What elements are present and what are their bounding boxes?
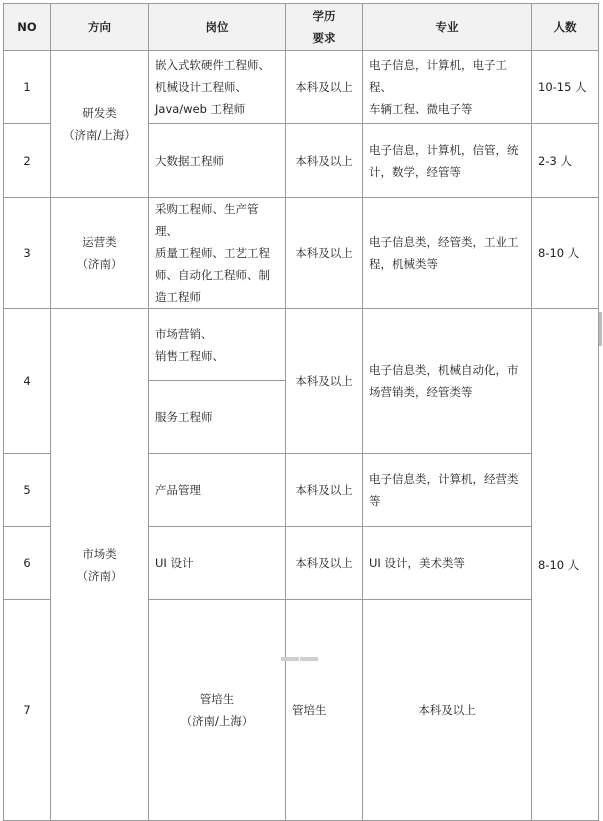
position-line: 管培生	[292, 703, 327, 717]
education-cell: 本科及以上	[286, 527, 363, 600]
recruitment-table	[3, 3, 599, 821]
major-cell	[363, 124, 532, 198]
direction-name: 研发类	[82, 106, 117, 120]
position-line: UI 设计	[155, 556, 194, 570]
position-cell	[149, 51, 286, 124]
header-education	[286, 4, 363, 51]
header-count: 人数	[532, 4, 599, 51]
position-line: 嵌入式软硬件工程师、	[155, 58, 270, 72]
row-no: 5	[4, 454, 51, 527]
education-cell: 本科及以上	[286, 309, 363, 454]
position-cell	[149, 124, 286, 198]
position-line: 销售工程师、	[155, 348, 224, 363]
major-line: UI 设计，美术类等	[369, 556, 465, 570]
major-cell	[363, 198, 532, 309]
table-row	[4, 309, 599, 381]
major-cell	[363, 527, 532, 600]
major-line: 电子信息类，计算机，经营类	[369, 472, 519, 486]
direction-cell	[51, 51, 149, 198]
row-no: 4	[4, 309, 51, 454]
count-cell: 2-3 人	[532, 124, 599, 198]
position-line: 机械设计工程师、	[155, 80, 247, 94]
major-line: 程，机械类等	[369, 257, 438, 271]
direction-cell	[149, 600, 286, 821]
row-no: 2	[4, 124, 51, 198]
position-cell	[149, 381, 286, 454]
major-line: 电子信息，计算机，电子工程、	[369, 58, 507, 94]
major-line: 电子信息，计算机，信管，统	[369, 142, 519, 157]
direction-name: 市场类	[82, 546, 117, 561]
position-line: 服务工程师	[155, 410, 213, 424]
position-line: 采购工程师、生产管理、	[155, 202, 259, 238]
header-position: 岗位	[149, 4, 286, 51]
direction-name: 管培生	[199, 692, 235, 706]
education-cell: 本科及以上	[286, 198, 363, 309]
major-line: 计，数学，经管等	[369, 164, 461, 179]
header-no: NO	[4, 4, 51, 51]
position-cell	[149, 454, 286, 527]
header-major: 专业	[363, 4, 532, 51]
count-cell: 8-10 人	[532, 198, 599, 309]
position-line: 质量工程师、工艺工程	[155, 246, 270, 260]
table-row	[4, 198, 599, 309]
major-line: 车辆工程、微电子等	[369, 102, 473, 116]
education-cell: 本科及以上	[286, 124, 363, 198]
position-cell	[286, 600, 363, 821]
direction-location: （济南/上海）	[63, 128, 136, 142]
education-cell: 本科及以上	[286, 454, 363, 527]
position-cell	[149, 309, 286, 381]
direction-cell	[51, 309, 149, 821]
major-line: 电子信息类，机械自动化，市	[369, 363, 519, 377]
major-line: 场营销类，经管类等	[369, 385, 473, 399]
header-row	[4, 4, 599, 51]
direction-location: （济南）	[76, 568, 123, 583]
resize-handle[interactable]	[281, 657, 299, 661]
direction-cell	[51, 198, 149, 309]
header-education-line1: 学历	[312, 9, 336, 23]
count-cell: 10-15 人	[532, 51, 599, 124]
education-cell: 本科及以上	[363, 600, 532, 821]
resize-handle[interactable]	[300, 657, 318, 661]
major-cell	[363, 51, 532, 124]
major-line: 电子信息类，经管类，工业工	[369, 235, 519, 249]
major-cell	[363, 454, 532, 527]
scrollbar-thumb[interactable]	[599, 312, 602, 346]
position-cell	[149, 198, 286, 309]
table-row	[4, 51, 599, 124]
count-cell: 8-10 人	[532, 309, 599, 821]
row-no: 7	[4, 600, 51, 821]
position-cell	[149, 527, 286, 600]
position-line: Java/web 工程师	[155, 102, 246, 116]
direction-name: 运营类	[82, 235, 117, 249]
position-line: 师、自动化工程师、制	[155, 268, 270, 282]
header-direction: 方向	[51, 4, 149, 51]
header-education-line2: 要求	[312, 31, 336, 45]
direction-location: （济南）	[76, 257, 123, 271]
direction-location: （济南/上海）	[180, 714, 254, 728]
position-line: 市场营销、	[155, 326, 213, 341]
major-line: 等	[369, 494, 381, 508]
major-cell	[363, 309, 532, 454]
position-line: 大数据工程师	[155, 153, 224, 168]
row-no: 6	[4, 527, 51, 600]
row-no: 1	[4, 51, 51, 124]
position-line: 产品管理	[155, 483, 201, 497]
position-line: 造工程师	[155, 290, 201, 304]
education-cell: 本科及以上	[286, 51, 363, 124]
row-no: 3	[4, 198, 51, 309]
